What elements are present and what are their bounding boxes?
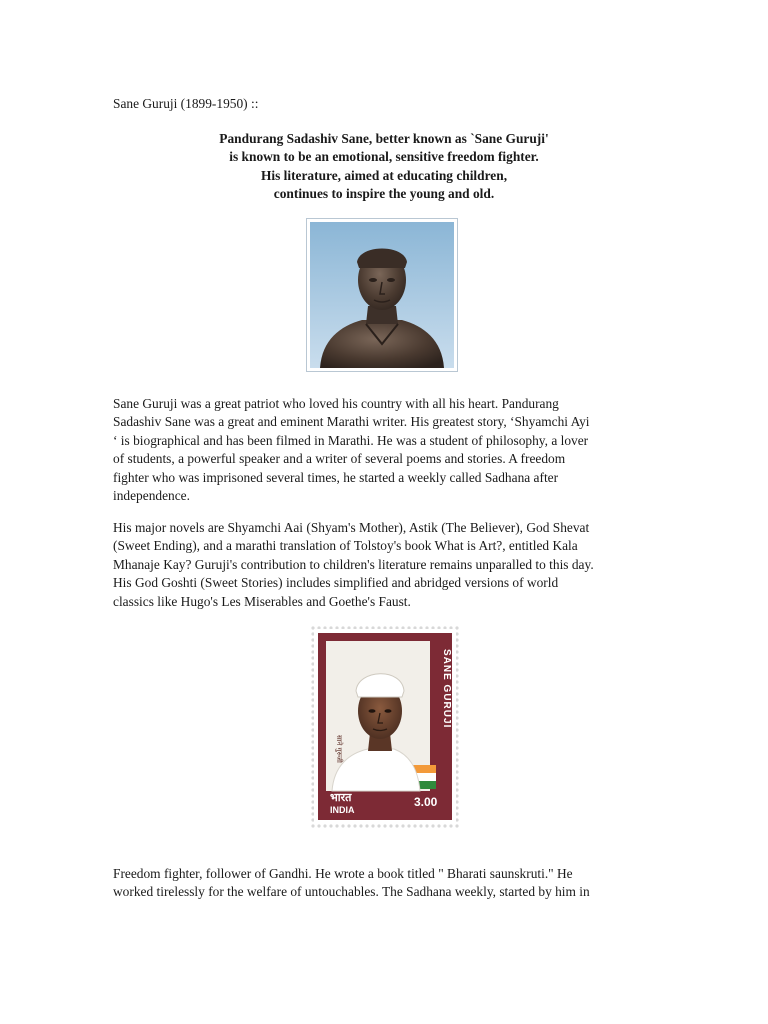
stamp-country-devanagari: भारत <box>330 791 352 804</box>
paragraph-line: fighter who was imprisoned several times, he started a weekly called Sadhana after <box>113 469 559 485</box>
bust-statue-image <box>310 222 454 368</box>
paragraph-line: Sane Guruji was a great patriot who loved his country with all his heart. Pandurang <box>113 396 559 411</box>
paragraph-line: of students, a powerful speaker and a writer of several poems and stories. A freedom <box>113 451 566 467</box>
intro-line: His literature, aimed at educating children, <box>260 167 508 183</box>
paragraph-line: (Sweet Ending), and a marathi translation of Tolstoy's book What is Art?, entitled Kala <box>113 538 578 554</box>
paragraph-line: worked tirelessly for the welfare of untouchables. The Sadhana weekly, started by him in <box>113 884 590 900</box>
paragraph-novels <box>113 519 658 611</box>
paragraph-line: Freedom fighter, follower of Gandhi. He wrote a book titled " Bharati saunskruti." He <box>113 866 573 881</box>
paragraph-line: Sadashiv Sane was a great and eminent Marathi writer. His greatest story, ‘Shyamchi Ayi <box>113 414 590 430</box>
paragraph-line: His God Goshti (Sweet Stories) includes simplified and abridged versions of world <box>113 575 559 591</box>
paragraph-line: His major novels are Shyamchi Aai (Shyam's Mother), Astik (The Believer), God Shevat <box>113 520 590 535</box>
paragraph-biography <box>113 395 658 505</box>
intro-summary <box>150 130 618 204</box>
stamp-value: 3.00 <box>414 795 438 809</box>
bust-statue-photo <box>306 218 458 372</box>
page-heading: Sane Guruji (1899-1950) :: <box>113 96 259 111</box>
paragraph-line: Mhanaje Kay? Guruji's contribution to children's literature remains unparalled to this day. <box>113 556 594 572</box>
paragraph-freedom-fighter <box>113 865 658 902</box>
paragraph-line: classics like Hugo's Les Miserables and Goethe's Faust. <box>113 593 411 609</box>
stamp-name-vertical: SANE GURUJI <box>441 649 452 729</box>
intro-line: continues to inspire the young and old. <box>273 186 495 202</box>
postage-stamp <box>310 625 460 828</box>
stamp-country: INDIA <box>330 805 355 815</box>
paragraph-line: independence. <box>113 488 190 504</box>
stamp-name-devanagari: साने गुरुजी <box>335 735 343 763</box>
paragraph-line: ‘ is biographical and has been filmed in Marathi. He was a student of philosophy, a lover <box>113 432 589 448</box>
intro-line: is known to be an emotional, sensitive freedom fighter. <box>229 149 539 165</box>
intro-line: Pandurang Sadashiv Sane, better known as `Sane Guruji' <box>219 131 549 146</box>
